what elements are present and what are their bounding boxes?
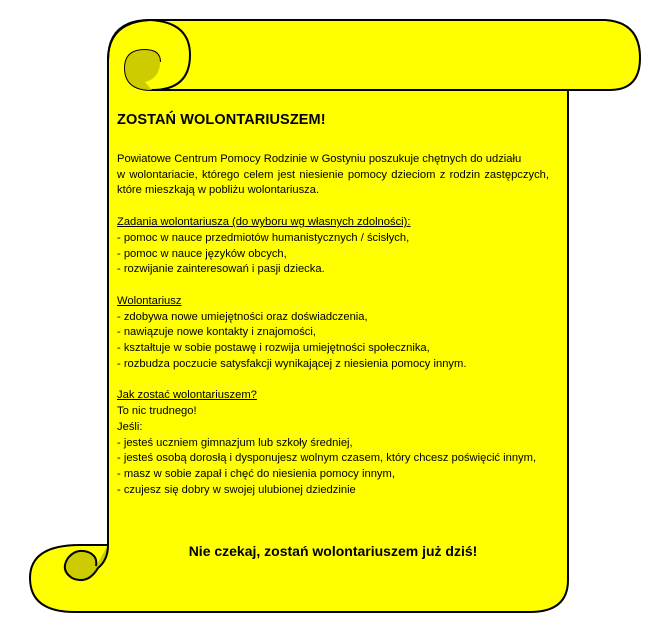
volunteer-heading: Wolontariusz	[117, 294, 182, 307]
call-to-action: Nie czekaj, zostań wolontariuszem już dziś!	[188, 543, 478, 559]
tasks-list	[117, 231, 549, 278]
list-item: - czujesz się dobry w swojej ulubionej dziedzinie	[117, 483, 356, 496]
list-item: - jesteś uczniem gimnazjum lub szkoły średniej,	[117, 436, 353, 449]
intro-line-2: w wolontariacie, którego celem jest niesienie pomocy dzieciom z rodzin zastępczych, które mieszkają w pobliżu wolontariusza.	[117, 168, 549, 197]
list-item: - kształtuje w sobie postawę i rozwija umiejętności społecznika,	[117, 342, 430, 355]
list-item: - rozbudza poczucie satysfakcji wynikającej z niesienia pomocy innym.	[117, 357, 467, 370]
flyer-content	[117, 112, 549, 498]
list-item: - jesteś osobą dorosłą i dysponujesz wolnym czasem, który chcesz poświęcić innym,	[117, 452, 537, 465]
list-item: - masz w sobie zapał i chęć do niesienia pomocy innym,	[117, 467, 395, 480]
list-item: - zdobywa nowe umiejętności oraz doświadczenia,	[117, 310, 368, 323]
intro-line-1: Powiatowe Centrum Pomocy Rodzinie w Gostyniu poszukuje chętnych do udziału	[117, 153, 522, 165]
how-section	[117, 388, 549, 498]
volunteer-list	[117, 310, 549, 373]
how-list	[117, 436, 549, 499]
list-item: - rozwijanie zainteresowań i pasji dziecka.	[117, 263, 325, 276]
how-heading: Jak zostać wolontariuszem?	[117, 389, 257, 402]
page-title: ZOSTAŃ WOLONTARIUSZEM!	[117, 112, 326, 128]
how-line-1: To nic trudnego!	[117, 405, 197, 418]
list-item: - pomoc w nauce przedmiotów humanistycznych / ścisłych,	[117, 231, 410, 244]
list-item: - nawiązuje nowe kontakty i znajomości,	[117, 326, 316, 339]
tasks-section	[117, 215, 549, 278]
list-item: - pomoc w nauce języków obcych,	[117, 247, 287, 260]
how-line-2: Jeśli:	[117, 420, 143, 433]
tasks-heading: Zadania wolontariusza (do wyboru wg własnych zdolności):	[117, 216, 411, 229]
volunteer-section	[117, 294, 549, 373]
